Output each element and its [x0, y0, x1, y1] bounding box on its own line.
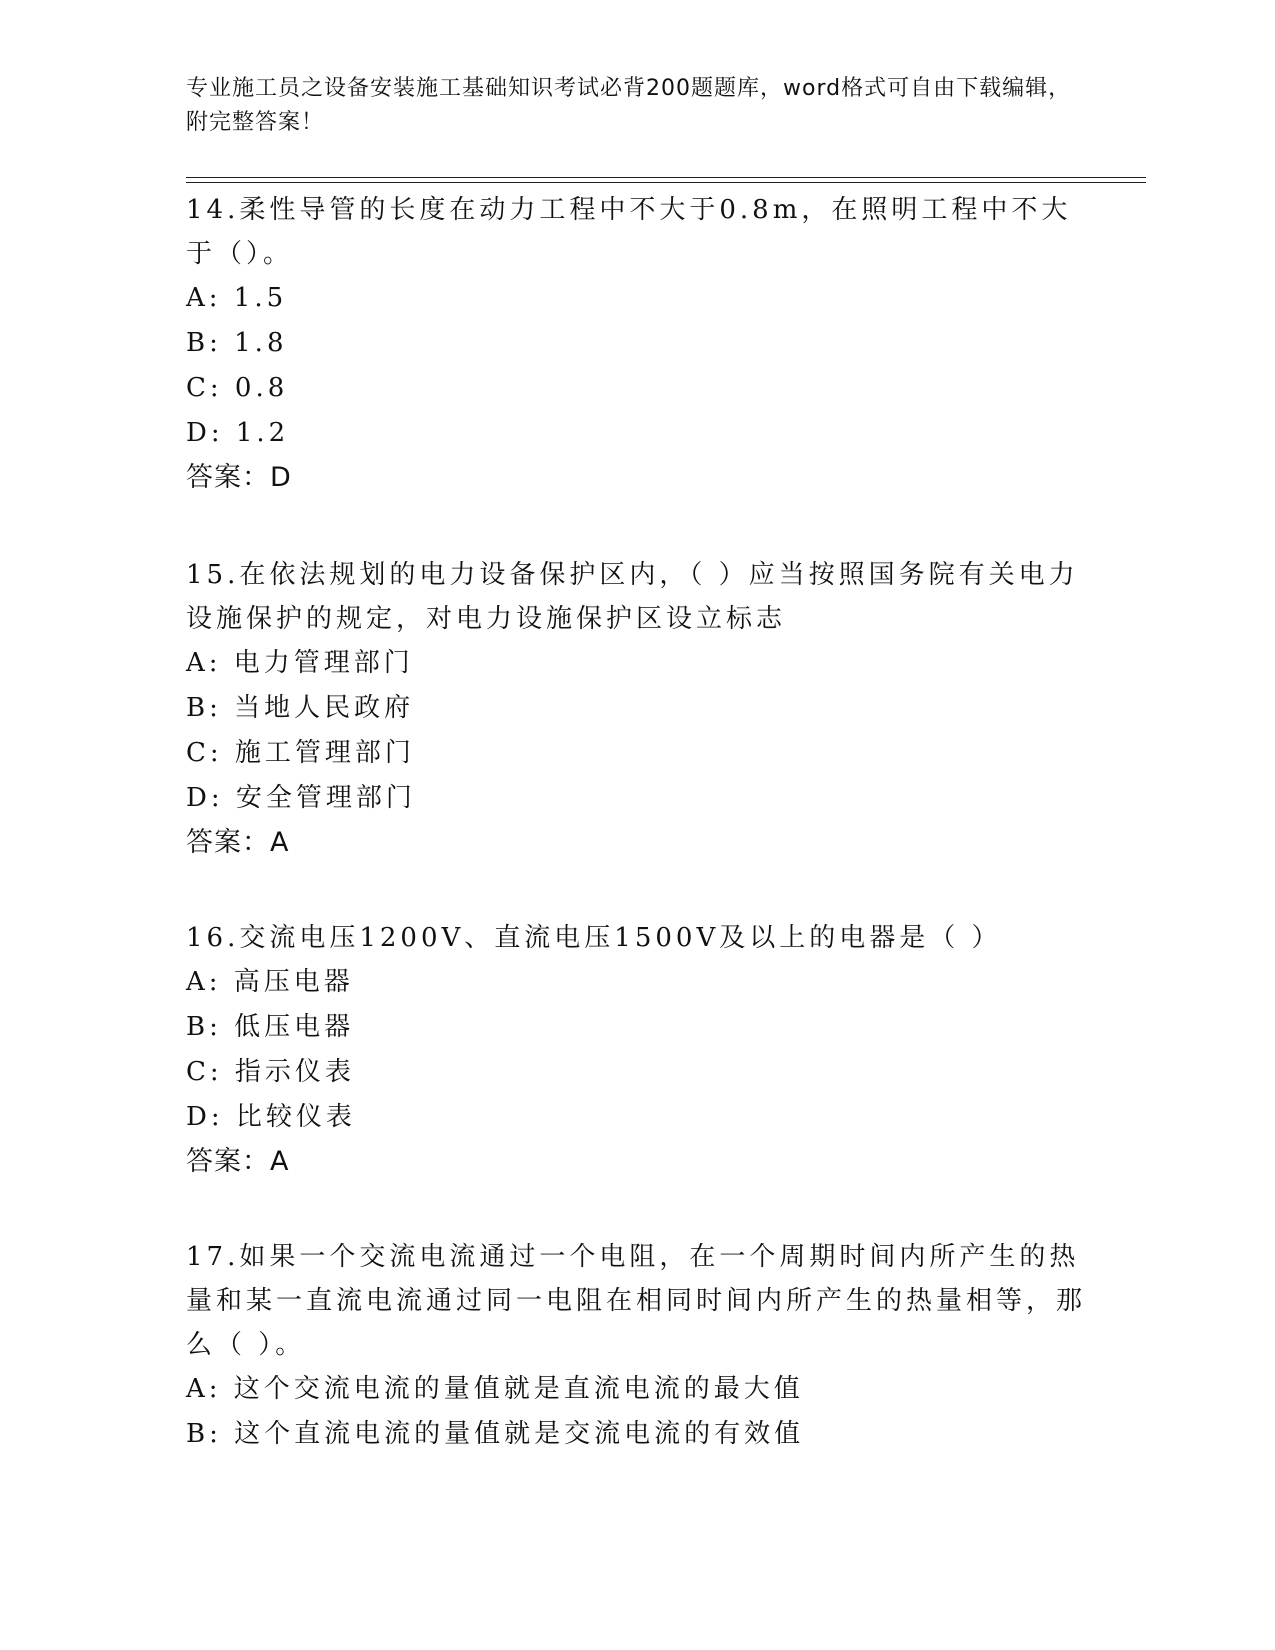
question-text: 15.在依法规划的电力设备保护区内，（ ）应当按照国务院有关电力设施保护的规定，对电力设施保护区设立标志 — [186, 560, 1079, 634]
question-15 — [186, 553, 1086, 865]
option-a: A: 电力管理部门 — [186, 648, 414, 678]
question-17 — [186, 1235, 1086, 1457]
header-divider-top — [186, 177, 1146, 178]
question-16 — [186, 916, 1086, 1184]
option-d: D: 安全管理部门 — [186, 783, 416, 813]
answer: 答案：D — [186, 462, 292, 493]
option-c: C: 指示仪表 — [186, 1057, 355, 1087]
option-a: A: 1.5 — [186, 283, 288, 313]
option-b: B: 这个直流电流的量值就是交流电流的有效值 — [186, 1419, 805, 1449]
option-d: D: 比较仪表 — [186, 1102, 356, 1132]
question-text: 17.如果一个交流电流通过一个电阻，在一个周期时间内所产生的热量和某一直流电流通过同一电阻在相同时间内所产生的热量相等，那么（ ）。 — [186, 1242, 1087, 1360]
option-a: A: 这个交流电流的量值就是直流电流的最大值 — [186, 1374, 804, 1404]
option-b: B: 1.8 — [186, 328, 288, 358]
option-b: B: 低压电器 — [186, 1012, 355, 1042]
question-14 — [186, 188, 1086, 500]
option-c: C: 0.8 — [186, 373, 289, 403]
option-c: C: 施工管理部门 — [186, 738, 415, 768]
document-header: 专业施工员之设备安装施工基础知识考试必背200题题库，word格式可自由下载编辑，附完整答案！ — [186, 76, 1072, 135]
option-a: A: 高压电器 — [186, 967, 354, 997]
option-d: D: 1.2 — [186, 418, 290, 448]
answer: 答案：A — [186, 1146, 290, 1177]
question-text: 16.交流电压1200V、直流电压1500V及以上的电器是（ ） — [186, 923, 1002, 953]
question-text: 14.柔性导管的长度在动力工程中不大于0.8m，在照明工程中不大于（）。 — [186, 195, 1072, 269]
option-b: B: 当地人民政府 — [186, 693, 415, 723]
answer: 答案：A — [186, 827, 290, 858]
header-divider-bottom — [186, 182, 1146, 183]
